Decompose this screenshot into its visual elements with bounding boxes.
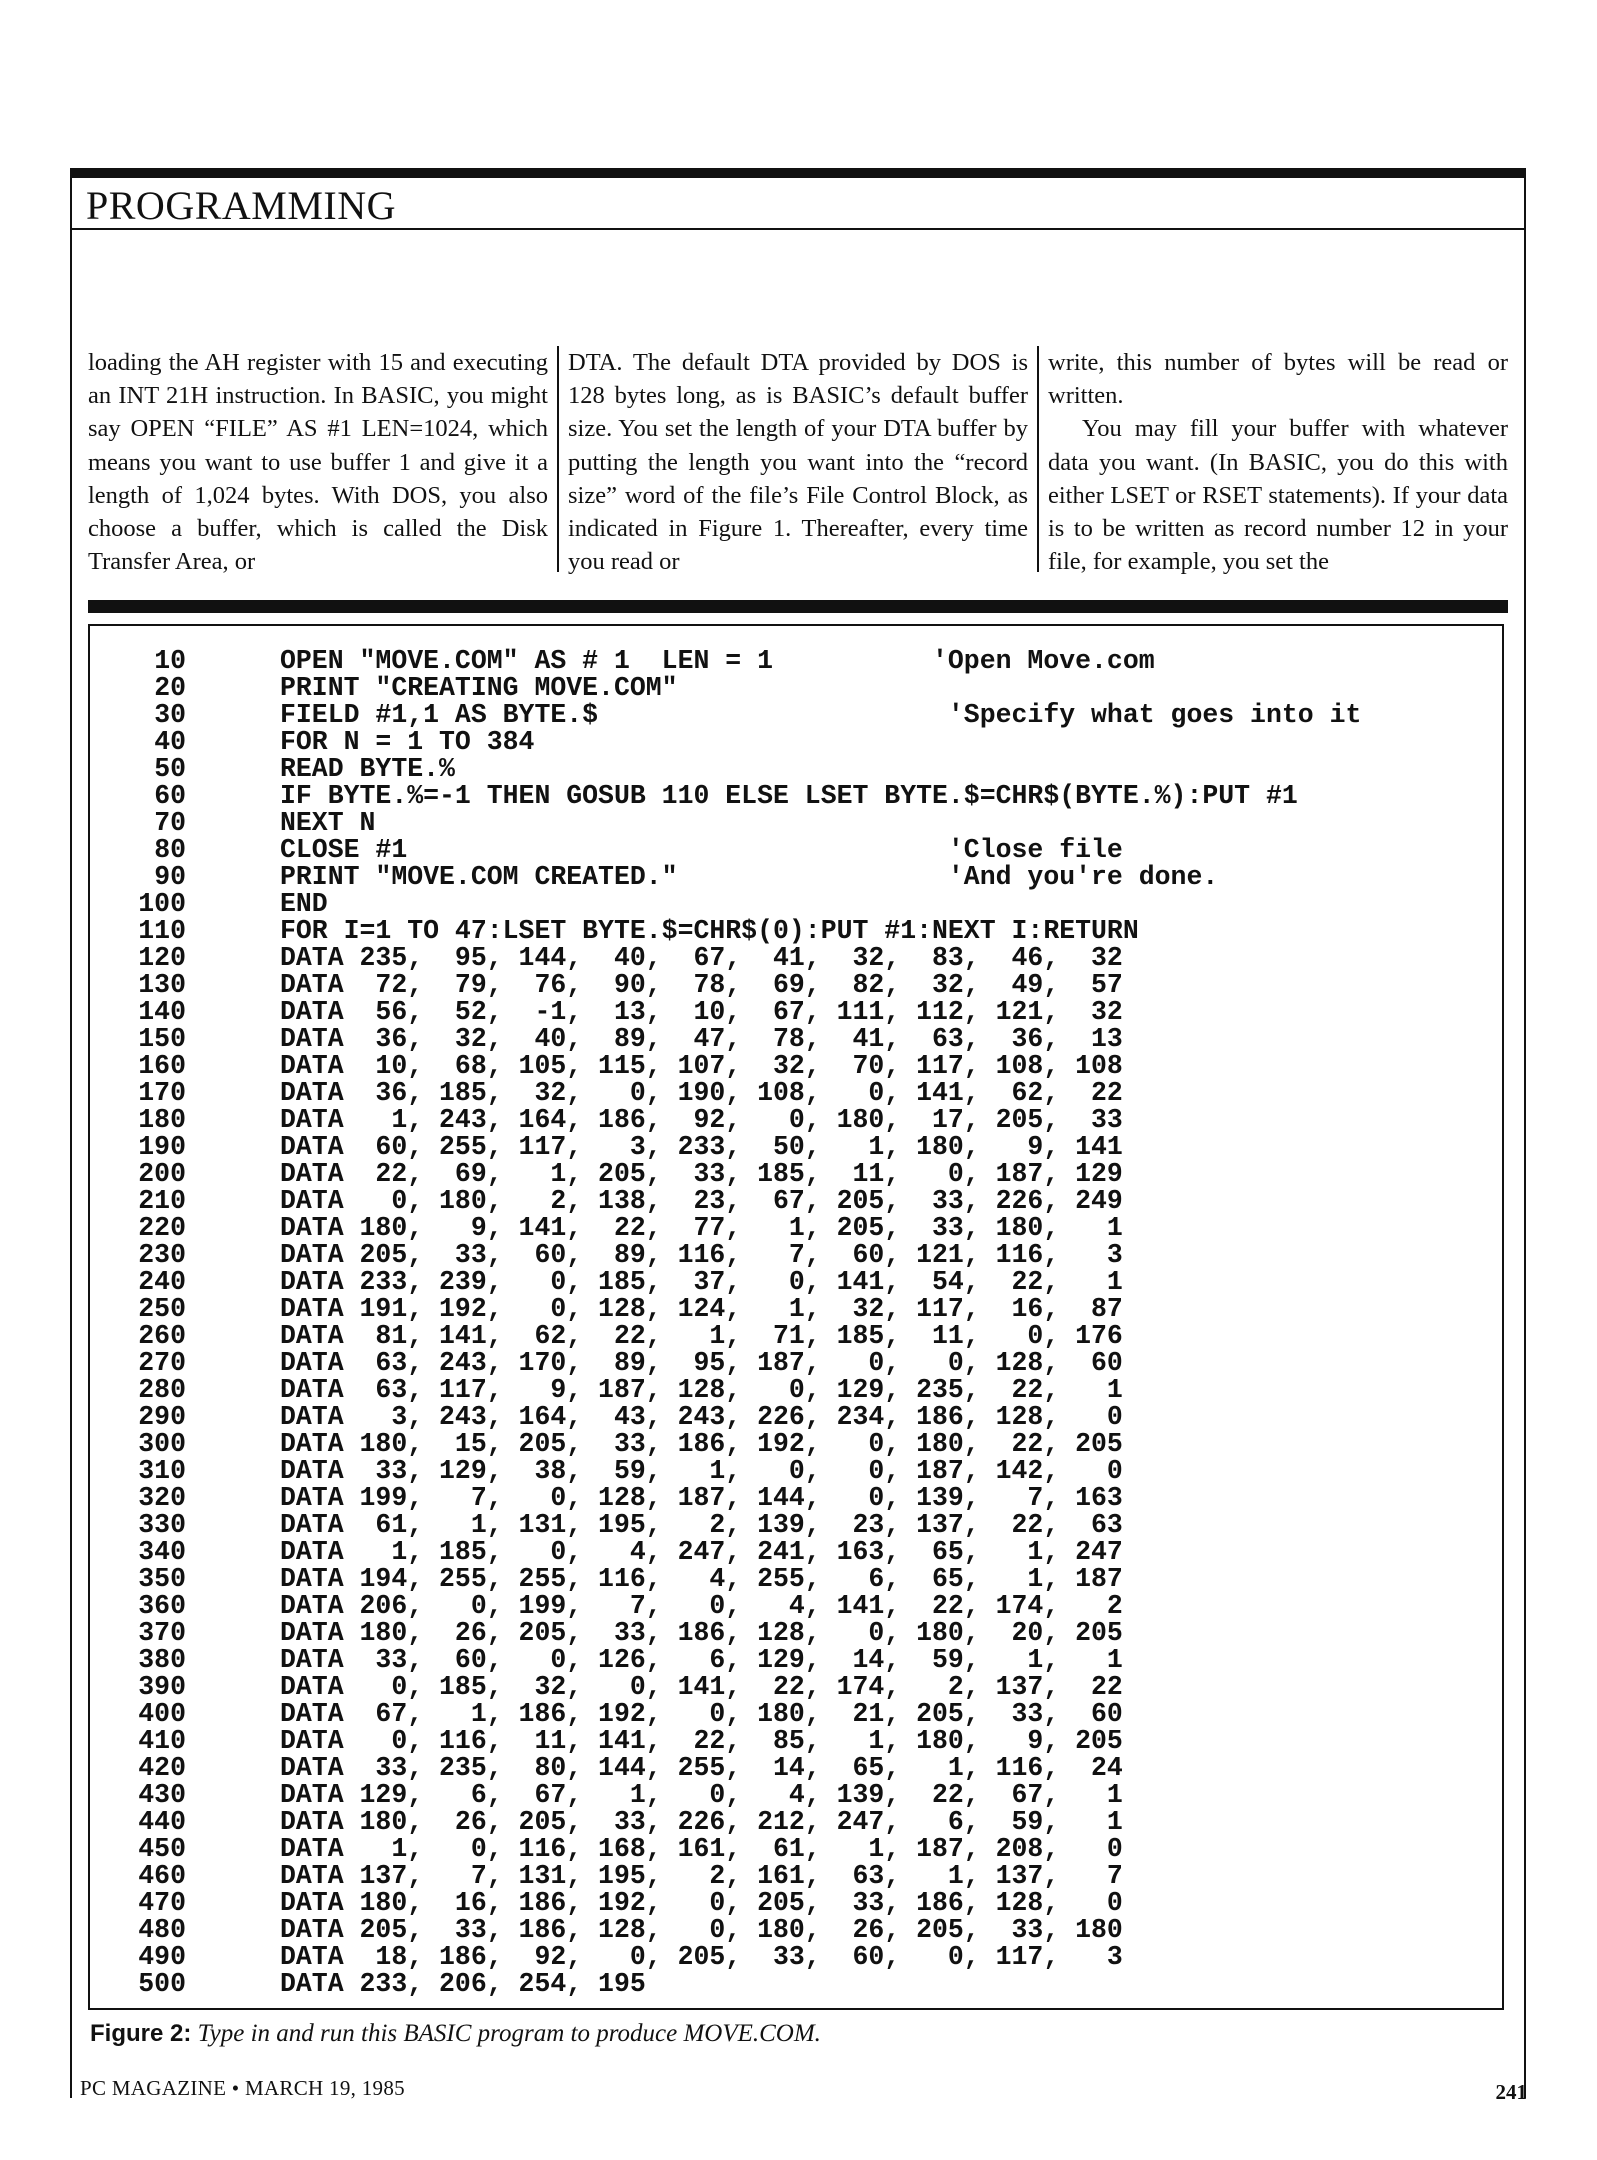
code-line: [130, 1620, 1361, 1647]
code-line: [130, 1026, 1361, 1053]
line-number: 10: [154, 646, 186, 676]
code-line: [130, 756, 1361, 783]
line-number: 290: [138, 1402, 186, 1432]
text-column-3: [1048, 346, 1508, 576]
line-number: 40: [154, 727, 186, 757]
line-number: 150: [138, 1024, 186, 1054]
code-statement: DATA 61, 1, 131, 195, 2, 139, 23, 137, 22, 63: [280, 1510, 1123, 1540]
code-line: [130, 1404, 1361, 1431]
code-statement: DATA 67, 1, 186, 192, 0, 180, 21, 205, 33, 60: [280, 1699, 1123, 1729]
text-column-1: [88, 346, 548, 576]
code-line: [130, 810, 1361, 837]
line-number: 210: [138, 1186, 186, 1216]
code-line: [130, 864, 1361, 891]
code-statement: DATA 1, 243, 164, 186, 92, 0, 180, 17, 205, 33: [280, 1105, 1123, 1135]
line-number: 380: [138, 1645, 186, 1675]
code-line: [130, 1701, 1361, 1728]
code-statement: DATA 81, 141, 62, 22, 1, 71, 185, 11, 0, 176: [280, 1321, 1123, 1351]
code-line: [130, 1836, 1361, 1863]
code-line: [130, 1863, 1361, 1890]
code-statement: DATA 3, 243, 164, 43, 243, 226, 234, 186, 128, 0: [280, 1402, 1123, 1432]
code-line: [130, 783, 1361, 810]
code-statement: DATA 63, 117, 9, 187, 128, 0, 129, 235, 22, 1: [280, 1375, 1123, 1405]
column-divider: [557, 346, 559, 572]
code-statement: DATA 0, 185, 32, 0, 141, 22, 174, 2, 137, 22: [280, 1672, 1123, 1702]
code-statement: DATA 1, 185, 0, 4, 247, 241, 163, 65, 1, 247: [280, 1537, 1123, 1567]
code-statement: DATA 56, 52, -1, 13, 10, 67, 111, 112, 121, 32: [280, 997, 1123, 1027]
figure-caption-text: Type in and run this BASIC program to produce MOVE.COM.: [197, 2020, 821, 2047]
code-line: [130, 1890, 1361, 1917]
code-line: [130, 1485, 1361, 1512]
code-line: [130, 1296, 1361, 1323]
code-statement: NEXT N: [280, 808, 376, 838]
code-line: [130, 999, 1361, 1026]
code-line: [130, 1917, 1361, 1944]
line-number: 90: [154, 862, 186, 892]
line-number: 390: [138, 1672, 186, 1702]
line-number: 440: [138, 1807, 186, 1837]
code-statement: DATA 233, 239, 0, 185, 37, 0, 141, 54, 22, 1: [280, 1267, 1123, 1297]
code-statement: DATA 10, 68, 105, 115, 107, 32, 70, 117, 108, 108: [280, 1051, 1123, 1081]
code-statement: DATA 18, 186, 92, 0, 205, 33, 60, 0, 117, 3: [280, 1942, 1123, 1972]
code-line: [130, 1512, 1361, 1539]
line-number: 120: [138, 943, 186, 973]
figure-label: Figure 2:: [90, 2020, 192, 2047]
line-number: 240: [138, 1267, 186, 1297]
column-paragraph: loading the AH register with 15 and executing an INT 21H instruction. In BASIC, you might say OPEN “FILE” AS #1 LEN=1024, which means you want to use buffer 1 and give it a length of 1,024 bytes. With DOS, you also choose a buffer, which is called the Disk Transfer Area, or: [88, 349, 548, 576]
code-statement: FOR N = 1 TO 384: [280, 727, 535, 757]
code-line: [130, 729, 1361, 756]
code-line: [130, 1107, 1361, 1134]
code-line: [130, 1242, 1361, 1269]
code-statement: DATA 205, 33, 60, 89, 116, 7, 60, 121, 116, 3: [280, 1240, 1123, 1270]
code-statement: DATA 199, 7, 0, 128, 187, 144, 0, 139, 7, 163: [280, 1483, 1123, 1513]
column-paragraph: DTA. The default DTA provided by DOS is 128 bytes long, as is BASIC’s default buffer size. You set the length of your DTA buffer by putting the length you want into the “record size” word of the file’s File Control Block, as indicated in Figure 1. Thereafter, every time you read or: [568, 349, 1028, 576]
code-statement: CLOSE #1 'Close file: [280, 835, 1123, 865]
line-number: 500: [138, 1969, 186, 1999]
column-paragraph: You may fill your buffer with whatever data you want. (In BASIC, you do this with either LSET or RSET statements). If your data is to be written as record number 12 in your file, for example, you set the: [1048, 415, 1508, 576]
code-line: [130, 648, 1361, 675]
code-line: [130, 837, 1361, 864]
line-number: 180: [138, 1105, 186, 1135]
code-line: [130, 1269, 1361, 1296]
code-statement: DATA 60, 255, 117, 3, 233, 50, 1, 180, 9, 141: [280, 1132, 1123, 1162]
code-line: [130, 1647, 1361, 1674]
line-number: 110: [138, 916, 186, 946]
code-statement: DATA 233, 206, 254, 195: [280, 1969, 646, 1999]
line-number: 190: [138, 1132, 186, 1162]
body-text-columns: [88, 346, 1508, 576]
code-line: [130, 1728, 1361, 1755]
code-statement: DATA 63, 243, 170, 89, 95, 187, 0, 0, 128, 60: [280, 1348, 1123, 1378]
line-number: 140: [138, 997, 186, 1027]
code-line: [130, 1755, 1361, 1782]
line-number: 300: [138, 1429, 186, 1459]
code-statement: END: [280, 889, 328, 919]
code-statement: DATA 33, 60, 0, 126, 6, 129, 14, 59, 1, 1: [280, 1645, 1123, 1675]
code-line: [130, 675, 1361, 702]
line-number: 230: [138, 1240, 186, 1270]
code-statement: DATA 129, 6, 67, 1, 0, 4, 139, 22, 67, 1: [280, 1780, 1123, 1810]
code-statement: DATA 0, 116, 11, 141, 22, 85, 1, 180, 9, 205: [280, 1726, 1123, 1756]
line-number: 430: [138, 1780, 186, 1810]
line-number: 340: [138, 1537, 186, 1567]
code-statement: DATA 180, 15, 205, 33, 186, 192, 0, 180, 22, 205: [280, 1429, 1123, 1459]
code-statement: DATA 180, 16, 186, 192, 0, 205, 33, 186, 128, 0: [280, 1888, 1123, 1918]
code-line: [130, 945, 1361, 972]
code-statement: PRINT "MOVE.COM CREATED." 'And you're done.: [280, 862, 1219, 892]
line-number: 220: [138, 1213, 186, 1243]
code-line: [130, 1215, 1361, 1242]
code-line: [130, 1161, 1361, 1188]
code-statement: IF BYTE.%=-1 THEN GOSUB 110 ELSE LSET BYTE.$=CHR$(BYTE.%):PUT #1: [280, 781, 1298, 811]
line-number: 100: [138, 889, 186, 919]
line-number: 270: [138, 1348, 186, 1378]
code-statement: DATA 206, 0, 199, 7, 0, 4, 141, 22, 174, 2: [280, 1591, 1123, 1621]
line-number: 200: [138, 1159, 186, 1189]
line-number: 280: [138, 1375, 186, 1405]
code-line: [130, 1971, 1361, 1998]
code-statement: DATA 180, 26, 205, 33, 186, 128, 0, 180, 20, 205: [280, 1618, 1123, 1648]
code-line: [130, 1674, 1361, 1701]
line-number: 480: [138, 1915, 186, 1945]
line-number: 450: [138, 1834, 186, 1864]
code-line: [130, 1782, 1361, 1809]
code-line: [130, 1566, 1361, 1593]
code-statement: DATA 194, 255, 255, 116, 4, 255, 6, 65, 1, 187: [280, 1564, 1123, 1594]
code-statement: FIELD #1,1 AS BYTE.$ 'Specify what goes into it: [280, 700, 1362, 730]
line-number: 350: [138, 1564, 186, 1594]
page-number: 241: [1495, 2080, 1527, 2104]
line-number: 320: [138, 1483, 186, 1513]
line-number: 400: [138, 1699, 186, 1729]
line-number: 420: [138, 1753, 186, 1783]
code-statement: DATA 180, 26, 205, 33, 226, 212, 247, 6, 59, 1: [280, 1807, 1123, 1837]
line-number: 310: [138, 1456, 186, 1486]
code-line: [130, 1809, 1361, 1836]
figure-caption: [90, 2020, 821, 2048]
code-statement: DATA 33, 129, 38, 59, 1, 0, 0, 187, 142, 0: [280, 1456, 1123, 1486]
column-divider: [1037, 346, 1039, 572]
line-number: 460: [138, 1861, 186, 1891]
footer-publication: PC MAGAZINE • MARCH 19, 1985: [80, 2076, 405, 2100]
code-statement: DATA 36, 185, 32, 0, 190, 108, 0, 141, 62, 22: [280, 1078, 1123, 1108]
code-statement: DATA 0, 180, 2, 138, 23, 67, 205, 33, 226, 249: [280, 1186, 1123, 1216]
section-title: PROGRAMMING: [86, 183, 396, 228]
code-statement: DATA 1, 0, 116, 168, 161, 61, 1, 187, 208, 0: [280, 1834, 1123, 1864]
section-header: [70, 176, 1526, 230]
line-number: 360: [138, 1591, 186, 1621]
line-number: 70: [154, 808, 186, 838]
figure-top-rule: [88, 600, 1508, 613]
line-number: 170: [138, 1078, 186, 1108]
code-line: [130, 1377, 1361, 1404]
code-statement: DATA 235, 95, 144, 40, 67, 41, 32, 83, 46, 32: [280, 943, 1123, 973]
basic-program-listing: [130, 648, 1361, 1998]
code-statement: FOR I=1 TO 47:LSET BYTE.$=CHR$(0):PUT #1:NEXT I:RETURN: [280, 916, 1139, 946]
code-statement: DATA 180, 9, 141, 22, 77, 1, 205, 33, 180, 1: [280, 1213, 1123, 1243]
line-number: 160: [138, 1051, 186, 1081]
code-statement: PRINT "CREATING MOVE.COM": [280, 673, 678, 703]
code-line: [130, 972, 1361, 999]
code-line: [130, 1350, 1361, 1377]
code-statement: DATA 36, 32, 40, 89, 47, 78, 41, 63, 36, 13: [280, 1024, 1123, 1054]
code-line: [130, 1431, 1361, 1458]
line-number: 330: [138, 1510, 186, 1540]
code-statement: OPEN "MOVE.COM" AS # 1 LEN = 1 'Open Move.com: [280, 646, 1155, 676]
line-number: 490: [138, 1942, 186, 1972]
code-statement: DATA 72, 79, 76, 90, 78, 69, 82, 32, 49, 57: [280, 970, 1123, 1000]
code-line: [130, 1080, 1361, 1107]
code-statement: DATA 191, 192, 0, 128, 124, 1, 32, 117, 16, 87: [280, 1294, 1123, 1324]
code-line: [130, 918, 1361, 945]
line-number: 470: [138, 1888, 186, 1918]
code-line: [130, 1188, 1361, 1215]
code-statement: DATA 33, 235, 80, 144, 255, 14, 65, 1, 116, 24: [280, 1753, 1123, 1783]
line-number: 50: [154, 754, 186, 784]
line-number: 410: [138, 1726, 186, 1756]
line-number: 260: [138, 1321, 186, 1351]
line-number: 370: [138, 1618, 186, 1648]
code-line: [130, 1593, 1361, 1620]
line-number: 30: [154, 700, 186, 730]
code-statement: READ BYTE.%: [280, 754, 455, 784]
code-statement: DATA 205, 33, 186, 128, 0, 180, 26, 205, 33, 180: [280, 1915, 1123, 1945]
line-number: 130: [138, 970, 186, 1000]
text-column-2: [568, 346, 1028, 576]
code-statement: DATA 22, 69, 1, 205, 33, 185, 11, 0, 187, 129: [280, 1159, 1123, 1189]
code-line: [130, 1134, 1361, 1161]
code-line: [130, 702, 1361, 729]
code-line: [130, 1539, 1361, 1566]
code-line: [130, 1323, 1361, 1350]
line-number: 250: [138, 1294, 186, 1324]
code-line: [130, 1053, 1361, 1080]
code-line: [130, 1458, 1361, 1485]
line-number: 20: [154, 673, 186, 703]
code-statement: DATA 137, 7, 131, 195, 2, 161, 63, 1, 137, 7: [280, 1861, 1123, 1891]
column-paragraph: write, this number of bytes will be read or written.: [1048, 349, 1508, 410]
line-number: 80: [154, 835, 186, 865]
code-line: [130, 891, 1361, 918]
code-line: [130, 1944, 1361, 1971]
line-number: 60: [154, 781, 186, 811]
